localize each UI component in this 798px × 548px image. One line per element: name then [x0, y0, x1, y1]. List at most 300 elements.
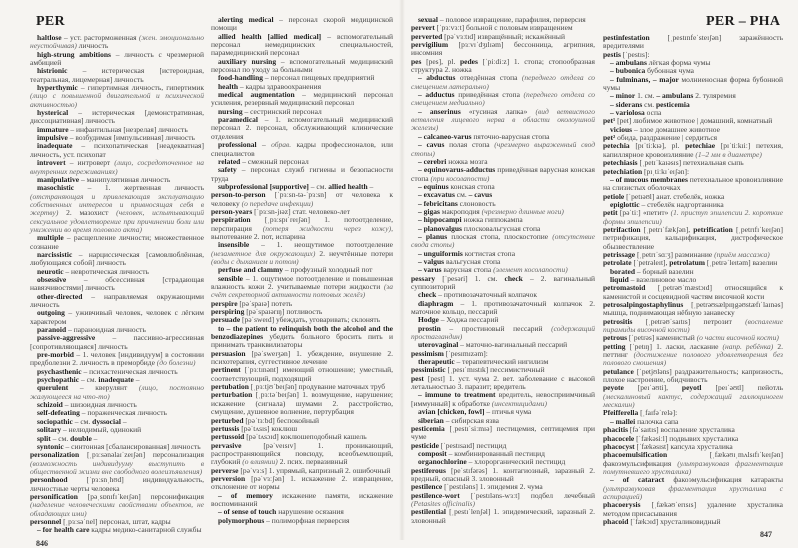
definition-text: – см.: [72, 416, 93, 426]
definition-text: [pəˈspaɪərɪŋ] потливость: [244, 307, 323, 317]
sub-entry: [30, 334, 204, 351]
definition-text: – комбинированный пестицид: [446, 448, 545, 458]
definition-text: [ˌpetrəˈleɪtəm] вазелин: [705, 258, 778, 268]
headword: – unguiformis: [418, 248, 463, 258]
note-text: (воды с дыханием и потом): [211, 256, 299, 266]
dictionary-entry: [411, 492, 595, 509]
running-head-left: PER: [36, 14, 65, 29]
definition-text: [ˌpɜːtəˈbeɪʃən] 1. возмущение, нарушение; искажение (сигнала) шумами 2. расстройство, смущение, душевное волнение, пертурбация: [211, 390, 393, 417]
definition-text: [pɪˈtiːkɪə], pl.: [629, 141, 686, 151]
definition-text: 2. неучтённые потери: [315, 248, 393, 258]
dictionary-entry: [603, 142, 783, 159]
headword: food-handling: [218, 73, 264, 83]
headword: petromastoid: [603, 283, 646, 293]
note-text: (напр. ребёнка): [722, 341, 774, 351]
note-text: (за счёт секреторной активности потовых желёз): [211, 282, 393, 300]
headword: health: [218, 81, 239, 91]
definition-text: – смежный персонал: [240, 156, 309, 166]
headword: – of memory: [218, 490, 273, 500]
note-text: (жен. эмоционально неустойчивая): [30, 33, 205, 51]
dictionary-entry: [30, 476, 204, 493]
headword: peyote: [603, 383, 624, 393]
definition-text: – 1. вспомогательный медицинский персонал 2. персонал, обслуживающий клинические отделения: [211, 115, 393, 141]
headword: Hodge: [418, 315, 439, 325]
definition-text: [ˈpetrəleɪt],: [631, 258, 670, 268]
sub-entry: [30, 109, 204, 126]
headword: persuasion: [211, 348, 246, 358]
headword: pervasive: [211, 440, 242, 450]
definition-text: – манипулятивная личность: [79, 174, 171, 184]
page-number-right: 847: [760, 530, 772, 539]
headword: prostin: [418, 323, 441, 333]
definition-text: [ˌpesɪˈmɪstɪk] пессимистичный: [445, 365, 545, 375]
definition-text: [ˈpɜːvɜːt] больной с половым извращением: [434, 23, 573, 33]
dictionary-entry: [411, 467, 595, 484]
definition-text: [ˌfækəʊˈerɪsɪs] удаление хрусталика методом присасывания: [603, 500, 783, 518]
definition-text: кадры профессионалов, или специалистов: [211, 140, 393, 158]
note-text: (о влиянии): [242, 457, 278, 467]
dictionary-entry: [411, 58, 595, 75]
headword: haltlose: [37, 33, 62, 42]
headword: manipulative: [37, 174, 80, 184]
definition-text: [pəˈsweɪd] убеждать, уговаривать; склонять: [240, 315, 381, 325]
headword: high-strung ambitions: [37, 49, 111, 59]
headword: phacocele: [603, 433, 635, 443]
definition-text: – уст. расторможенная: [61, 33, 139, 42]
headword: introvert: [37, 158, 66, 168]
definition-text: [ˌpetɪˈkaɪəsɪs] петехиальная сыпь: [637, 158, 744, 168]
definition-text: – нелюдимый, одинокий: [61, 425, 142, 435]
definition-text: – пораженческая личность: [79, 408, 167, 418]
definition-text: 2. мазохист: [58, 208, 117, 218]
definition-text: – персонал скорой медицинской помощи: [211, 15, 393, 33]
definition-text: [ˈpɜːsn-jɪəz] стат. человеко-лет: [252, 206, 351, 216]
left-page-column-1: [30, 34, 204, 535]
headword: pertubation: [211, 382, 249, 392]
definition-text: – параноидная личность: [66, 325, 146, 335]
definition-text: [ˈpestɪləns-wɜːt] подбел лечебный: [459, 490, 595, 500]
headword: pestilential: [411, 507, 446, 517]
dictionary-entry: [603, 368, 783, 385]
definition-text: [pəˈtɜːbd] беспокойный: [243, 415, 320, 425]
definition-text: –: [256, 140, 272, 150]
definition-text: [ˈpɜːtɪnənt] имеющий отношение; уместный, соответствующий, подходящий: [211, 365, 393, 383]
definition-text: «гусиная лапка»: [460, 106, 536, 116]
definition-text: [peˈstɪfərəs] 1. контагиозный, заразный 2. вредный, опасный 3. зловонный: [411, 465, 595, 483]
headword: sociopathic: [37, 416, 73, 426]
definition-text: [ˈpetɪəʊl] анат. стебелёк, ножка: [624, 191, 725, 201]
definition-text: молниеносная форма бубонной чумы: [603, 74, 783, 93]
headword-variant: petrolatum: [669, 258, 705, 268]
definition-text: ножка гиппокампа: [461, 215, 523, 225]
headword: pestiferous: [411, 465, 446, 475]
headword: – cavus: [418, 140, 445, 150]
headword: subprofessional [supportive]: [218, 181, 309, 191]
headword: person-years: [211, 206, 253, 216]
headword: – siderans: [610, 99, 643, 109]
definition-text: [ˌpetrɪfɪˈkeɪʃən] петрификация, кальцификация, дистрофическое обызвествление: [603, 224, 783, 251]
sub-entry: [211, 116, 393, 141]
sub-entry: [30, 84, 204, 109]
headword: querulent: [37, 383, 69, 393]
definition-text: [ˈpesəri] 1. см.: [435, 273, 505, 283]
sub-entry: [30, 184, 204, 234]
dictionary-entry: [603, 518, 783, 526]
sub-entry: [211, 241, 393, 266]
sub-entry: [211, 33, 393, 58]
headword: petting: [603, 341, 626, 351]
headword: pessary: [411, 273, 436, 283]
sub-entry: [603, 76, 783, 93]
definition-text: [peɪˈəʊti],: [623, 383, 682, 393]
definition-text: [ˈpetjʊləns] раздражительность; капризность, плохое настроение, обидчивость: [603, 366, 783, 385]
headword: petrous: [603, 333, 628, 343]
definition-text: [ˈpetrəs] каменистый: [627, 333, 697, 343]
note-text: (переднего отдела со смещением медиально): [411, 90, 596, 108]
headword: – cerebri: [418, 156, 447, 166]
definition-text: [ˈpiːdiːz] 1. стопа; стопообразная структура 2. ножка: [411, 56, 596, 75]
definition-text: – личность с чрезмерной амбицией: [30, 49, 204, 68]
definition-text: – полиморфная перверсия: [264, 515, 350, 525]
headword-variant: allied health: [328, 181, 368, 191]
headword: perspiration: [211, 215, 251, 225]
definition-text: – персонал служб гигиены и безопасности труда: [211, 165, 393, 183]
definition-text: вредитель, невосприимчивый [иммунный] к обработке: [411, 390, 595, 408]
definition-text: отведённая стопа: [455, 73, 522, 83]
headword: – febricitans: [418, 198, 458, 208]
headword: pertussis: [211, 423, 240, 433]
headword: medical augmentation: [218, 90, 295, 100]
dictionary-entry: [603, 301, 783, 318]
sub-entry: [211, 141, 393, 158]
definition-text: – кадры здравоохранения: [238, 81, 322, 91]
headword: pestilence-wort: [411, 490, 460, 500]
definition-text: [pɪˌtiːkɪˈeɪʃən]:: [642, 166, 690, 176]
sub-entry: [603, 176, 783, 193]
definition-text: [ˈpɜːsnˌhʊd] индивидуальность, личностные черты человека: [30, 475, 204, 493]
sub-entry: [30, 351, 204, 368]
definition-text: – стебелёк надгортанника: [639, 199, 724, 209]
definition-text: плоская стопа, плоскостопие: [447, 231, 553, 241]
definition-text: – профузный холодный пот: [283, 265, 373, 275]
headword: – planovalgus: [418, 223, 462, 233]
definition-text: 2. псих. первазивный: [277, 457, 348, 467]
dictionary-entry: [411, 508, 595, 525]
dictionary-entry: [211, 391, 393, 416]
headword: related: [218, 156, 241, 166]
definition-text: – Ходжа пессарий: [438, 315, 499, 325]
headword: other-directed: [37, 291, 83, 301]
headword: perspire: [211, 298, 238, 308]
headword: perfuse and clammy: [218, 265, 283, 275]
headword: petrissage: [603, 249, 636, 259]
definition-text: [ˌpetrəʊˈsaɪtɪs] петрозит: [632, 316, 746, 326]
sub-entry: [211, 492, 393, 509]
note-text: (наделение человеческими свойствами объектов, не обладающих ими): [30, 500, 204, 518]
dictionary-entry: [603, 226, 783, 251]
headword: alerting medical: [218, 15, 274, 24]
note-text: (1–2 мм в диаметре): [695, 149, 762, 159]
note-text: (вид ветвистого ветвления лицевого нерва в области околоушной железы): [411, 106, 595, 133]
definition-text: личность: [76, 41, 109, 51]
dictionary-entry: [603, 34, 783, 51]
sub-entry: [30, 142, 204, 159]
headword: sensible: [218, 273, 244, 283]
headword: – bubonica: [610, 66, 646, 76]
headword: persuade: [211, 315, 241, 325]
definition-text: – вспомогательный медицинский персонал по уходу за больными: [211, 56, 393, 75]
headword: – excavatus: [418, 190, 455, 200]
headword: – variolosa: [610, 108, 645, 118]
definition-text: – злое домашнее животное: [632, 124, 720, 134]
definition-text: [ˈfækəsiːl] подвывих хрусталика: [634, 433, 739, 443]
definition-text: бубонная чума: [645, 66, 694, 76]
headword: hysterical: [37, 108, 69, 118]
headword-variant: dyssocial: [92, 416, 121, 426]
headword: petiole: [603, 191, 625, 201]
headword: – mallei: [610, 416, 636, 426]
headword: – equinus: [418, 181, 449, 191]
definition-text: [ˈfækɔɪd] хрусталиковидный: [628, 516, 721, 526]
definition-text: оспа: [644, 108, 662, 118]
headword: pest: [411, 373, 424, 383]
definition-text: – кверулянт: [68, 383, 139, 393]
definition-text: 2. петтинг: [603, 341, 784, 360]
headword: – valgus: [418, 256, 445, 266]
headword-variant: – cavus: [468, 190, 493, 200]
definition-text: [pet] любимое животное | домашний, комнатный: [615, 116, 773, 126]
note-text: (ультразвуковая фрагментация хрусталика с аспирацией): [603, 483, 783, 501]
note-text: обрав.: [271, 140, 292, 150]
headword: paranoid: [37, 325, 67, 335]
definition-text: – синтонная [сбалансированная] личность: [63, 441, 201, 451]
definition-text: – маточно-вагинальный пессарий: [458, 340, 568, 350]
headword: professional: [218, 140, 257, 150]
definition-text: петехиальное кровоизлияние на слизистых оболочках: [603, 174, 784, 193]
note-text: (человек, испытывающий сексуальное удовлетворение при причинении боли или унижении во время полового акта): [30, 208, 204, 234]
definition-text: макроподия: [439, 206, 482, 216]
page-number-left: 846: [36, 539, 48, 548]
headword-variant: peyotl: [681, 383, 702, 393]
sub-entry: [603, 476, 783, 501]
definition-text: [pəˈspaɪə] потеть: [237, 298, 293, 308]
headword: petechiation: [603, 166, 643, 176]
definition-text: – расщепление личности; множественное сознание: [30, 233, 204, 251]
definition-text: кадры медико-санитарной службы: [89, 525, 202, 535]
definition-text: [ˌpestɪˈsiːmɪə] пестицемия, септицемия при чуме: [411, 423, 595, 442]
headword: psychasthenic: [37, 366, 82, 376]
note-text: (о передаче инфекции): [241, 198, 314, 208]
dictionary-entry: [211, 475, 393, 492]
note-text: (элемент косолапости): [493, 265, 568, 275]
headword: perspiring: [211, 307, 245, 317]
headword: – varus: [418, 265, 442, 275]
headword: phacoid: [603, 516, 629, 526]
note-text: (достижение полового удовлетворения без полового сношения): [603, 350, 783, 368]
definition-text: см.: [642, 99, 656, 109]
headword: liquid: [610, 274, 629, 284]
definition-text: [ˌpɜːtjʊˈbeɪʃən] продувание маточных труб: [248, 382, 386, 392]
headword: – planus: [418, 231, 448, 241]
note-text: (лицо, постоянно жалующееся на что-то): [30, 383, 204, 401]
headword-variant: pesticemia: [656, 99, 690, 109]
sub-entry: [411, 233, 595, 250]
definition-text: – обсессивная [страдающая навязчивостями] личность: [30, 274, 204, 293]
dictionary-entry: [30, 451, 204, 476]
definition-text: – нарциссическая [самовлюблённая, любующаяся собой] личность: [30, 249, 204, 268]
definition-text: – противозачаточный колпачок: [436, 290, 538, 300]
definition-text: – сестринский персонал: [242, 106, 322, 116]
headword: – hippocampi: [418, 215, 462, 225]
headword: safety: [218, 165, 237, 175]
note-text: (переднего отдела со смещением латерально): [411, 73, 595, 91]
definition-text: – инфантильная [незрелая] личность: [68, 124, 188, 134]
headword: petulance: [603, 366, 634, 376]
definition-text: – см.: [50, 433, 71, 443]
definition-text: обида, раздражение | сердиться: [615, 133, 718, 143]
headword-variant: petrification: [693, 224, 733, 234]
headword: pes: [411, 56, 422, 66]
definition-text: – невротическая личность: [63, 266, 149, 276]
definition-text: – простиновый пессарий: [440, 323, 552, 333]
dictionary-entry: [603, 343, 783, 368]
sub-entry: [30, 34, 204, 51]
definition-text: – вспомогательный персонал немедицинских специальностей, парамедицинский персонал: [211, 31, 393, 58]
definition-text: [fəˈsaɪtɪs] воспаление хрусталика: [628, 425, 735, 435]
definition-text: [ˌpɜːsəˈnel] персонал, штат, кадры: [61, 516, 171, 526]
headword: – adductus: [418, 90, 455, 100]
definition-text: – 1. человек [индивидуум] в состоянии предболезни 2. личность в преморбиде: [30, 350, 204, 368]
definition-text: – терапевтический нигилизм: [454, 357, 549, 367]
definition-text: варусная стопа: [441, 265, 494, 275]
note-text: (1. приступ эпилепсии 2. короткие формы эпилепсии): [603, 208, 783, 226]
definition-text: [pest] 1. уст. чума 2. вет. заболевание с высокой летальностью 3. паразит; вредитель: [411, 373, 595, 392]
definition-text: – истерическая [демонстративная, диссоциативная] личность: [30, 108, 204, 126]
headword: masochistic: [37, 183, 75, 193]
definition-text: [ˌpɜːsənəlaɪˈzeɪʃən] персонализация: [79, 450, 204, 460]
sub-entry: [411, 391, 595, 408]
definition-text: [ˈpesɪmɪzəm]:: [443, 348, 488, 358]
definition-text: – борный вазелин: [635, 266, 694, 276]
note-text: (лицо с повышенной двигательной и психической активностью): [30, 91, 204, 109]
headword: borated: [610, 266, 635, 276]
definition-text: – сибирская язва: [443, 415, 499, 425]
dictionary-entry: [603, 451, 783, 476]
definition-text: – гипертимная личность, гипертимик: [77, 83, 204, 93]
definition-text: [pəˈsweɪʒən] 1. убеждение, внушение 2. психотерапия, суггестивное лечение: [211, 348, 393, 367]
headword: – anserinus: [418, 106, 461, 116]
note-text: (воспаление пирамиды височной кости): [603, 316, 783, 335]
note-text: (чрезмерно выраженный свод стопы): [411, 140, 596, 158]
definition-text: – психастеническая личность: [81, 366, 178, 376]
headword: obsessive: [37, 274, 67, 284]
note-text: (мескалиновый кактус, содержащий галлюциноген мескалин): [603, 391, 783, 410]
headword: histrionic: [37, 66, 68, 76]
definition-text: – 2. вагинальный суппозиторий: [411, 273, 596, 291]
sub-entry: [411, 141, 595, 158]
headword: perversion: [211, 473, 246, 483]
note-text: (при косолапости): [430, 173, 490, 183]
headword: petechia: [603, 141, 630, 151]
definition-text: палочка сапа: [635, 416, 679, 426]
headword: petrositis: [603, 316, 633, 326]
headword: avian [chicken, fowl]: [418, 407, 485, 417]
headword: phacocyst: [603, 441, 635, 451]
sub-entry: [211, 517, 393, 525]
sub-entry: [30, 67, 204, 84]
headword: – immune to treatment: [418, 390, 496, 400]
headword: petrolate: [603, 258, 632, 268]
note-text: (отстраняющая и привлекающая эксплуатацию собственных интересов и привносящая себя в жертву): [30, 191, 204, 218]
sub-entry: [30, 159, 204, 176]
definition-text: –: [120, 416, 127, 426]
headword: pervigilium: [411, 40, 449, 50]
definition-text: – персонал пищевых предприятий: [263, 73, 375, 83]
headword: perturbation: [211, 390, 253, 400]
note-text: (приём массажа): [714, 249, 770, 259]
definition-text: пяточно-варусная стопа: [471, 131, 550, 141]
headword: – abductus: [418, 73, 456, 83]
headword: – equinovarus-adductus: [418, 165, 496, 175]
sub-entry: [211, 58, 393, 75]
headword: perverted: [411, 31, 443, 41]
definition-text: – интроверт: [65, 158, 115, 168]
headword-variant: pedes: [460, 56, 478, 66]
dictionary-entry: [603, 284, 783, 301]
dictionary-entry: [211, 366, 393, 383]
headword: – fulminans, – major: [610, 74, 679, 84]
definition-text: [ˌfækəʊɪˌmʌlsɪfɪˈkeɪʃən] факоэмульсификация: [603, 450, 783, 468]
note-text: (лицо, сосредоточенное на внутренних переживаниях): [30, 158, 204, 176]
sub-entry: [411, 166, 595, 183]
headword: personalization: [30, 450, 80, 460]
dictionary-entry: [411, 425, 595, 442]
definition-text: 1. см.: [635, 91, 657, 101]
dictionary-entry: [211, 442, 393, 467]
headword: passive-aggressive: [37, 333, 96, 343]
dictionary-entry: [30, 493, 204, 518]
headword: pre-morbid: [37, 350, 74, 360]
headword: schizoid: [37, 400, 63, 410]
note-text: (инсектицидами): [491, 398, 547, 408]
dictionary-entry: [603, 501, 783, 518]
definition-text: – птичья чума: [484, 407, 532, 417]
headword: pessimistic: [411, 365, 446, 375]
headword: vicious: [610, 124, 633, 134]
headword: – of cataract: [610, 475, 665, 485]
sub-entry: [211, 325, 393, 350]
note-text: (содержащий простагландин): [411, 323, 595, 342]
sub-entry: [211, 275, 393, 300]
headword: inadequate: [37, 141, 73, 151]
sub-entry: [411, 108, 595, 133]
definition-text: – см.: [308, 181, 329, 191]
headword: immature: [37, 124, 69, 134]
headword: – gigas: [418, 206, 440, 216]
definition-text: когтистая стопа: [462, 248, 516, 258]
definition-text: [ˈpestɪləns] 1. эпидемия 2. чума: [442, 482, 543, 492]
right-page-column-2: [603, 34, 783, 526]
headword: pet²: [603, 133, 616, 143]
dictionary-entry: [411, 275, 595, 292]
definition-text: [pəˈtʌsɔɪd] коклюшеподобный кашель: [244, 432, 367, 442]
definition-text: [ˈpetɪŋ] 1. ласки, ласкание: [625, 341, 723, 351]
headword-variant: double: [70, 433, 92, 443]
definition-text: [ˌpestɪnfeˈsteɪʃən] заражённость вредителями: [603, 33, 783, 51]
headword: polymorphous: [218, 515, 265, 525]
definition-text: искажение памяти, искажение воспоминаний: [211, 490, 393, 508]
sub-entry: [411, 300, 595, 317]
